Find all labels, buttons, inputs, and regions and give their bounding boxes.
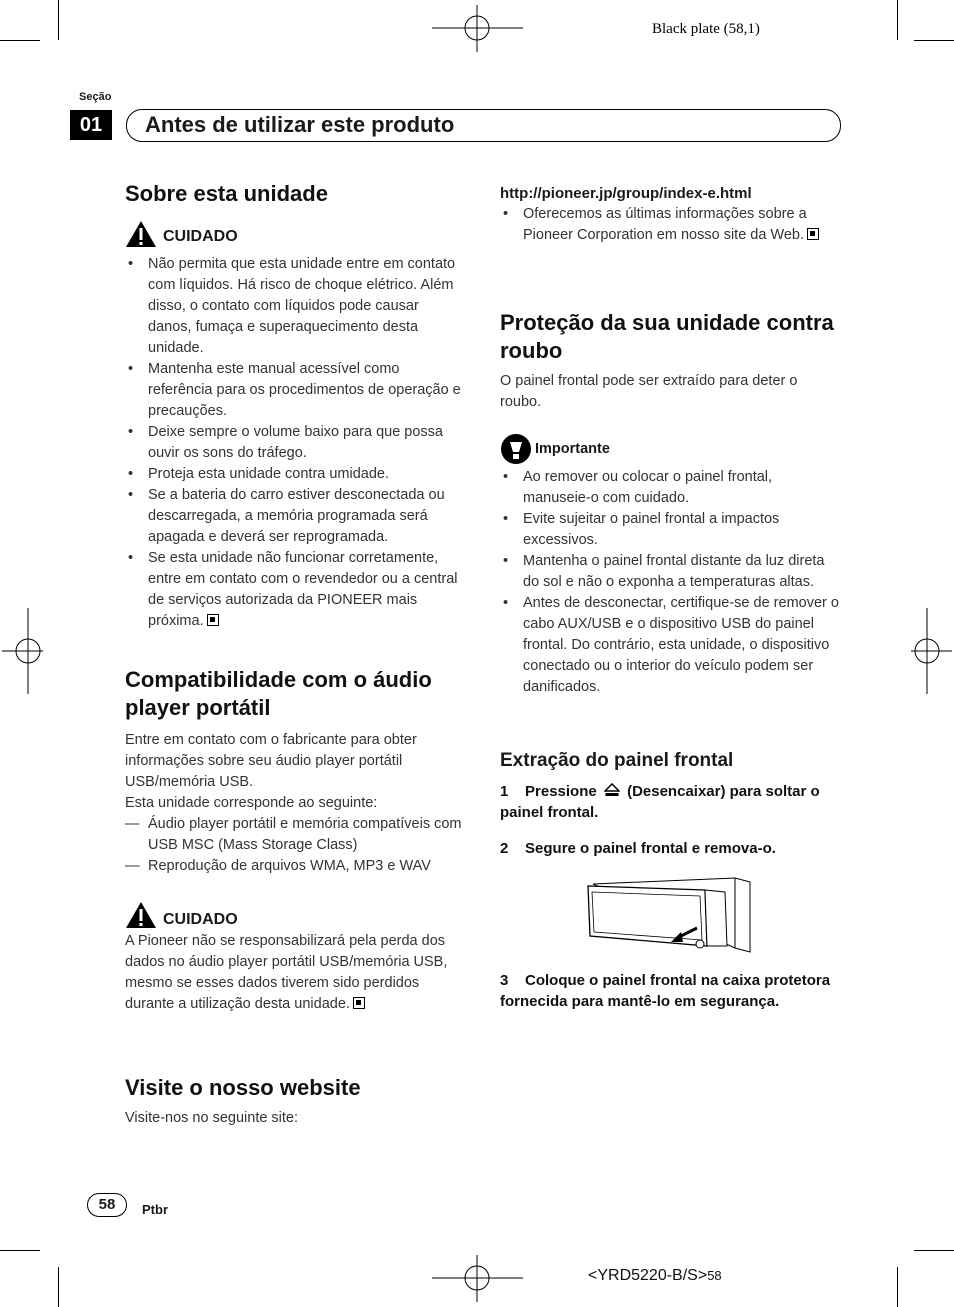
end-mark-icon — [807, 228, 819, 240]
crop-mark — [897, 1267, 898, 1307]
step-text: (Desencaixar) para soltar o painel frontal. — [500, 783, 820, 821]
section-number: 01 — [70, 110, 112, 140]
step-number: 1 — [500, 783, 509, 800]
important-label: Importante — [535, 441, 610, 457]
list-item: • Mantenha o painel frontal distante da luz direta do sol e não o exponha a temperaturas altas. — [500, 551, 842, 593]
crop-mark — [897, 0, 898, 40]
crop-mark — [914, 1250, 954, 1251]
registration-mark-top — [430, 0, 525, 55]
warning-triangle-icon — [125, 220, 157, 248]
model-code — [588, 1267, 722, 1285]
list-item: — Reprodução de arquivos WMA, MP3 e WAV — [125, 856, 465, 877]
list-item: • Se a bateria do carro estiver desconectada ou descarregada, a memória programada será apagada e deverá ser reprogramada. — [125, 485, 465, 548]
crop-mark — [58, 0, 59, 40]
caution-text — [125, 931, 465, 1015]
step-1 — [500, 781, 842, 823]
protecao-intro: O painel frontal pode ser extraído para deter o roubo. — [500, 373, 798, 410]
heading-sobre: Sobre esta unidade — [125, 181, 328, 206]
model-page: 58 — [707, 1268, 722, 1283]
list-item — [500, 204, 842, 246]
heading-protecao: Proteção da sua unidade contra roubo — [500, 310, 834, 363]
list-item: • Ao remover ou colocar o painel frontal, manuseie-o com cuidado. — [500, 467, 842, 509]
right-column — [500, 184, 842, 246]
front-panel-illustration — [585, 874, 755, 956]
step-3-text-block — [500, 970, 842, 1012]
crop-mark — [58, 1267, 59, 1307]
important-icon — [500, 433, 532, 465]
list-item: • Evite sujeitar o painel frontal a impactos excessivos. — [500, 509, 842, 551]
step-3 — [500, 970, 842, 1012]
eject-icon — [604, 783, 620, 797]
compat-intro: Entre em contato com o fabricante para obter informações sobre seu áudio player portátil USB/memória USB. — [125, 732, 417, 790]
list-item — [125, 548, 465, 632]
crop-mark — [0, 40, 40, 41]
list-item-text: Se esta unidade não funcionar corretamente, entre em contato com o revendedor ou a central de serviços autorizada da PIONEER mais próxima. — [148, 550, 458, 629]
left-column — [125, 180, 465, 632]
heading-website: Visite o nosso website — [125, 1075, 361, 1100]
left-column-compat — [125, 666, 465, 1015]
list-item: • Não permita que esta unidade entre em contato com líquidos. Há risco de choque elétrico. Além disso, o contato com líquidos pode causar danos, fumaça e superaquecimento desta unidade. — [125, 254, 465, 359]
step-2 — [500, 838, 842, 859]
list-item: • Proteja esta unidade contra umidade. — [125, 464, 465, 485]
list-item: • Antes de desconectar, certifique-se de remover o cabo AUX/USB e o dispositivo USB do painel frontal. Do contrário, esta unidade, o dispositivo conectado ou o interior do veículo podem ser danificados. — [500, 593, 842, 698]
list-item: — Áudio player portátil e memória compatíveis com USB MSC (Mass Storage Class) — [125, 814, 465, 856]
heading-compat: Compatibilidade com o áudio player portátil — [125, 667, 432, 720]
step-number: 3 — [500, 972, 509, 989]
caution-label: CUIDADO — [163, 911, 238, 928]
list-item-text: Oferecemos as últimas informações sobre a Pioneer Corporation em nosso site da Web. — [523, 206, 807, 243]
warning-triangle-icon — [125, 901, 157, 929]
right-column-protecao — [500, 309, 842, 698]
registration-mark-bottom — [430, 1255, 525, 1307]
language-code: Ptbr — [142, 1202, 168, 1217]
list-item: • Mantenha este manual acessível como referência para os procedimentos de operação e precauções. — [125, 359, 465, 422]
left-column-website — [125, 1074, 465, 1129]
caution-list — [125, 254, 465, 632]
important-block — [500, 433, 842, 467]
caution-text-body: A Pioneer não se responsabilizará pela perda dos dados no áudio player portátil USB/memória USB, mesmo se esses dados tiverem sido perdidos durante a utilização desta unidade. — [125, 933, 448, 1012]
step-text: Segure o painel frontal e remova-o. — [525, 840, 776, 857]
end-mark-icon — [207, 614, 219, 626]
url-list — [500, 204, 842, 246]
right-column-extracao — [500, 749, 842, 859]
step-text: Pressione — [525, 783, 597, 800]
list-item: • Deixe sempre o volume baixo para que possa ouvir os sons do tráfego. — [125, 422, 465, 464]
plate-label: Black plate (58,1) — [652, 21, 760, 37]
heading-extracao: Extração do painel frontal — [500, 750, 734, 771]
caution-block — [125, 901, 465, 929]
website-text: Visite-nos no seguinte site: — [125, 1110, 299, 1126]
important-list — [500, 467, 842, 698]
compat-corresponds: Esta unidade corresponde ao seguinte: — [125, 795, 378, 811]
compat-list — [125, 814, 465, 877]
step-text: Coloque o painel frontal na caixa protetora fornecida para mantê-lo em segurança. — [500, 972, 831, 1010]
registration-mark-left — [0, 606, 45, 696]
crop-mark — [914, 40, 954, 41]
end-mark-icon — [353, 997, 365, 1009]
registration-mark-right — [909, 606, 954, 696]
page-number: 58 — [87, 1193, 127, 1217]
section-label: Seção — [79, 91, 112, 103]
section-title: Antes de utilizar este produto — [126, 109, 841, 142]
model-name: <YRD5220-B/S> — [588, 1267, 708, 1284]
website-url[interactable]: http://pioneer.jp/group/index-e.html — [500, 185, 752, 202]
step-number: 2 — [500, 840, 509, 857]
caution-block — [125, 220, 465, 248]
caution-label: CUIDADO — [163, 228, 238, 245]
crop-mark — [0, 1250, 40, 1251]
